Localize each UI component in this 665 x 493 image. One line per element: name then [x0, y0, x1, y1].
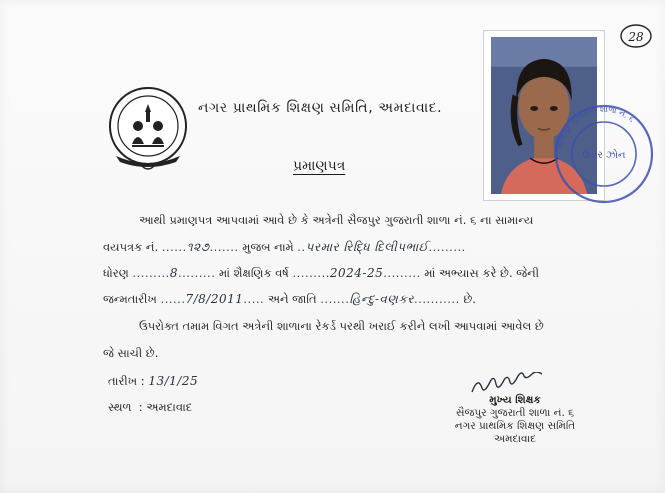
- student-name: પરમાર રિદ્ધિ દિલીપભાઈ: [305, 240, 429, 254]
- date-label: તારીખ :: [108, 374, 145, 388]
- name-label: મુજબ નામે: [242, 240, 294, 254]
- place-value: : અમદાવાદ: [138, 400, 193, 414]
- organization-title: નગર પ્રાથમિક શિક્ષણ સમિતિ, અમદાવાદ.: [198, 100, 443, 116]
- serial-number-text: 28: [628, 30, 644, 44]
- signature-block: [420, 376, 610, 446]
- line4-suffix: છે.: [463, 292, 476, 306]
- date-row: [108, 374, 198, 389]
- body-line-1: આથી પ્રમાણપત્ર આપવામાં આવે છે કે અત્રેની સૈજપુર ગુજરાતી શાળા નં. ૬ ના સામાન્ય: [139, 213, 534, 227]
- body-line-2: વયપત્રક નં. ......૧૨૭....... મુજબ નામે ..પરમાર રિદ્ધિ દિલીપભાઈ.........: [103, 240, 466, 254]
- birth-date-label: જન્મતારીખ: [103, 292, 157, 306]
- signature-title: મુખ્ય શિક્ષક: [489, 394, 541, 406]
- caste-value: હિન્દુ-વણકર: [349, 292, 415, 306]
- body-line-3: ધોરણ .........8......... માં શૈક્ષણિક વર્ષ .........2024-25......... માં અભ્યાસ કરે છે. જેની: [103, 266, 539, 280]
- signature-city-line: અમદાવાદ: [494, 433, 536, 445]
- body-line-5: ઉપરોક્ત તમામ વિગત અત્રેની શાળાના રેકર્ડ પરથી ખરાઈ કરીને લખી આપવામાં આવેલ છે: [139, 319, 544, 333]
- serial-number-circle: [618, 22, 654, 50]
- samiti-emblem-logo: [102, 82, 194, 174]
- date-value: 13/1/25: [148, 374, 199, 388]
- certificate-heading: પ્રમાણપત્ર: [293, 158, 346, 174]
- body-line-4: જન્મતારીખ ......7/8/2011..... અને જાતિ .......હિન્દુ-વણકર........... છે.: [103, 292, 476, 306]
- academic-year-value: 2024-25: [329, 266, 384, 280]
- birth-date-value: 7/8/2011: [185, 292, 244, 306]
- caste-label: અને જાતિ: [267, 292, 317, 306]
- standard-value: 8: [169, 266, 178, 280]
- place-row: [108, 400, 192, 415]
- place-label: સ્થળ: [108, 400, 132, 414]
- signature-org-line: નગર પ્રાથમિક શિક્ષણ સમિતિ: [454, 420, 576, 432]
- register-label: વયપત્રક નં.: [103, 240, 159, 254]
- standard-label: ધોરણ: [103, 266, 129, 280]
- stamp-ring-text: સૈજપુર ગુજરાતી શાળા નં. ૬: [555, 104, 637, 149]
- body-line-6: જે સાચી છે.: [103, 346, 159, 360]
- stamp-center-text: ઉત્તર ઝોન: [582, 150, 626, 161]
- school-stamp: [548, 98, 660, 210]
- register-number: ૧૨૭: [186, 240, 210, 254]
- signature-school-line: સૈજપુર ગુજરાતી શાળા નં. ૬: [455, 407, 575, 419]
- study-suffix: માં અભ્યાસ કરે છે. જેની: [424, 266, 539, 280]
- academic-year-label: માં શૈક્ષણિક વર્ષ: [219, 266, 289, 280]
